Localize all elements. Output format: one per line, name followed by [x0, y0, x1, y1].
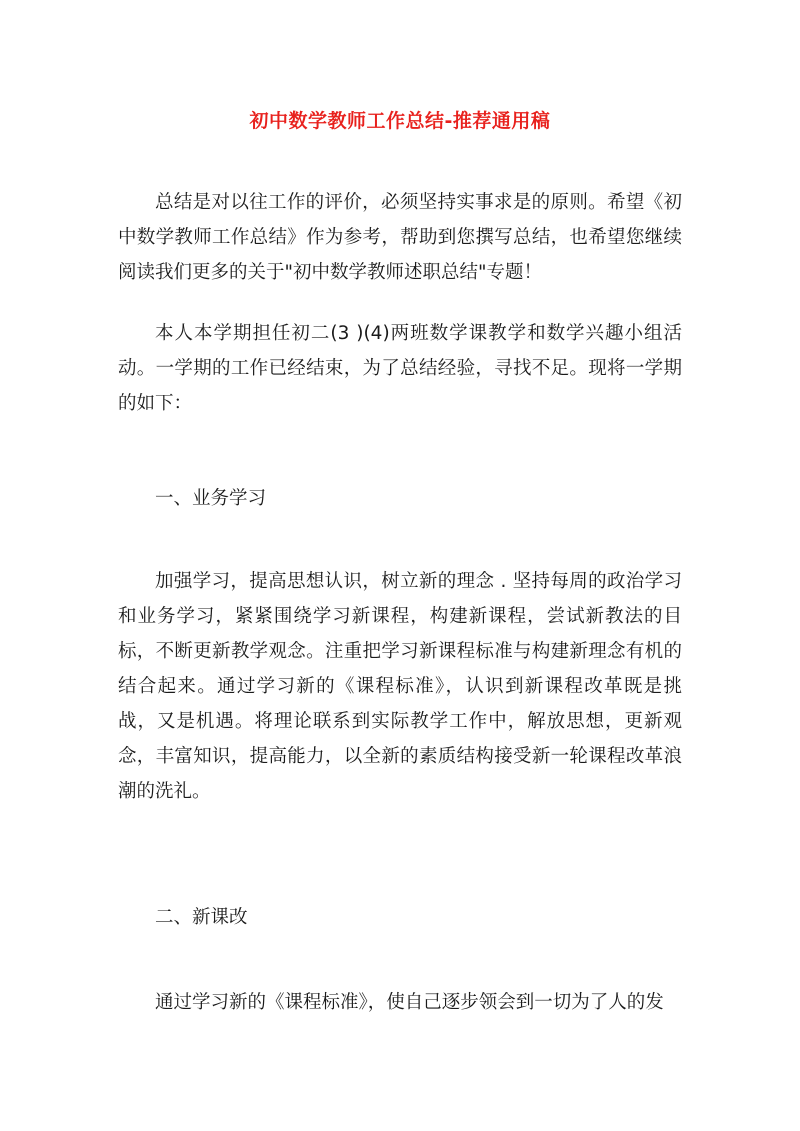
document-title: 初中数学教师工作总结-推荐通用稿 [249, 110, 551, 132]
section-body-2: 通过学习新的《课程标准》，使自己逐步领会到一切为了人的发 [155, 992, 664, 1013]
intro-paragraph: 总结是对以往工作的评价，必须坚持实事求是的原则。希望《初中数学教师工作总结》作为参考，帮助到您撰写总结，也希望您继续阅读我们更多的关于"初中数学教师述职总结"专题！ [118, 192, 682, 283]
opening-paragraph: 本人本学期担任初二(3 )(4)两班数学课教学和数学兴趣小组活动。一学期的工作已经结束，为了总结经验，寻找不足。现将一学期的如下： [118, 323, 682, 414]
section-heading-2: 二、新课改 [155, 907, 248, 928]
section-heading-1: 一、业务学习 [155, 488, 267, 509]
section-body-1: 加强学习，提高思想认识，树立新的理念 . 坚持每周的政治学习和业务学习，紧紧围绕学习新课程，构建新课程，尝试新教法的目标，不断更新教学观念。注重把学习新课程标准与构建新理念有机的结合起来。通过学习新的《课程标准》，认识到新课程改革既是挑战，又是机遇。将理论联系到实际教学工作中，解放思想，更新观念，丰富知识，提高能力，以全新的素质结构接受新一轮课程改革浪潮的洗礼。 [118, 571, 682, 802]
